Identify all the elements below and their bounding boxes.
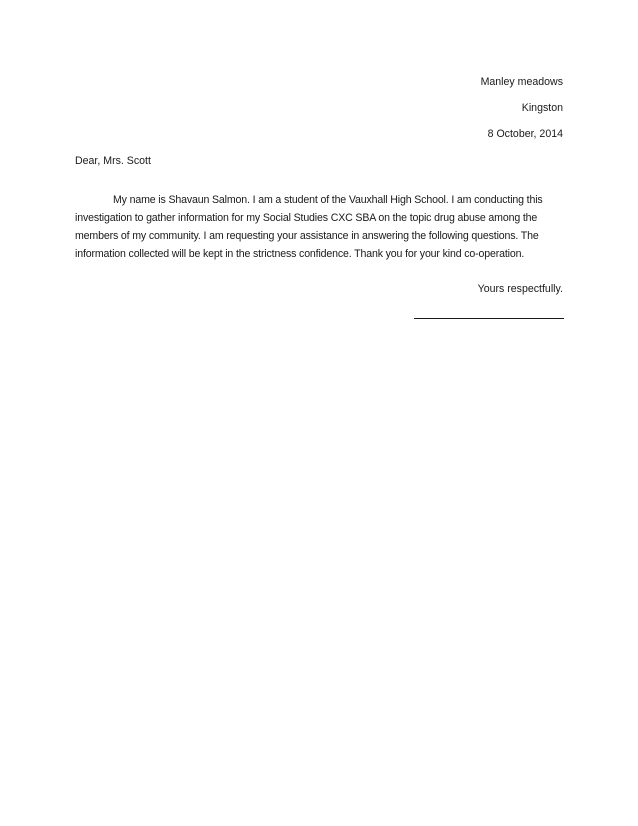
letter-body: My name is Shavaun Salmon. I am a student of the Vauxhall High School. I am conducting this investigation to gather information for my Social Studies CXC SBA on the topic drug abuse among the members of my community. I am requesting your assistance in answering the following questions. The information collected will be kept in the strictness confidence. Thank you for your kind co-operation. <box>75 193 543 260</box>
address-city: Kingston <box>521 102 563 114</box>
address-street: Manley meadows <box>480 76 563 88</box>
signature-line <box>414 318 564 319</box>
closing: Yours respectfully. <box>477 283 563 295</box>
letter-date: 8 October, 2014 <box>487 128 563 140</box>
sender-address-block <box>481 76 563 154</box>
salutation: Dear, Mrs. Scott <box>75 155 151 167</box>
